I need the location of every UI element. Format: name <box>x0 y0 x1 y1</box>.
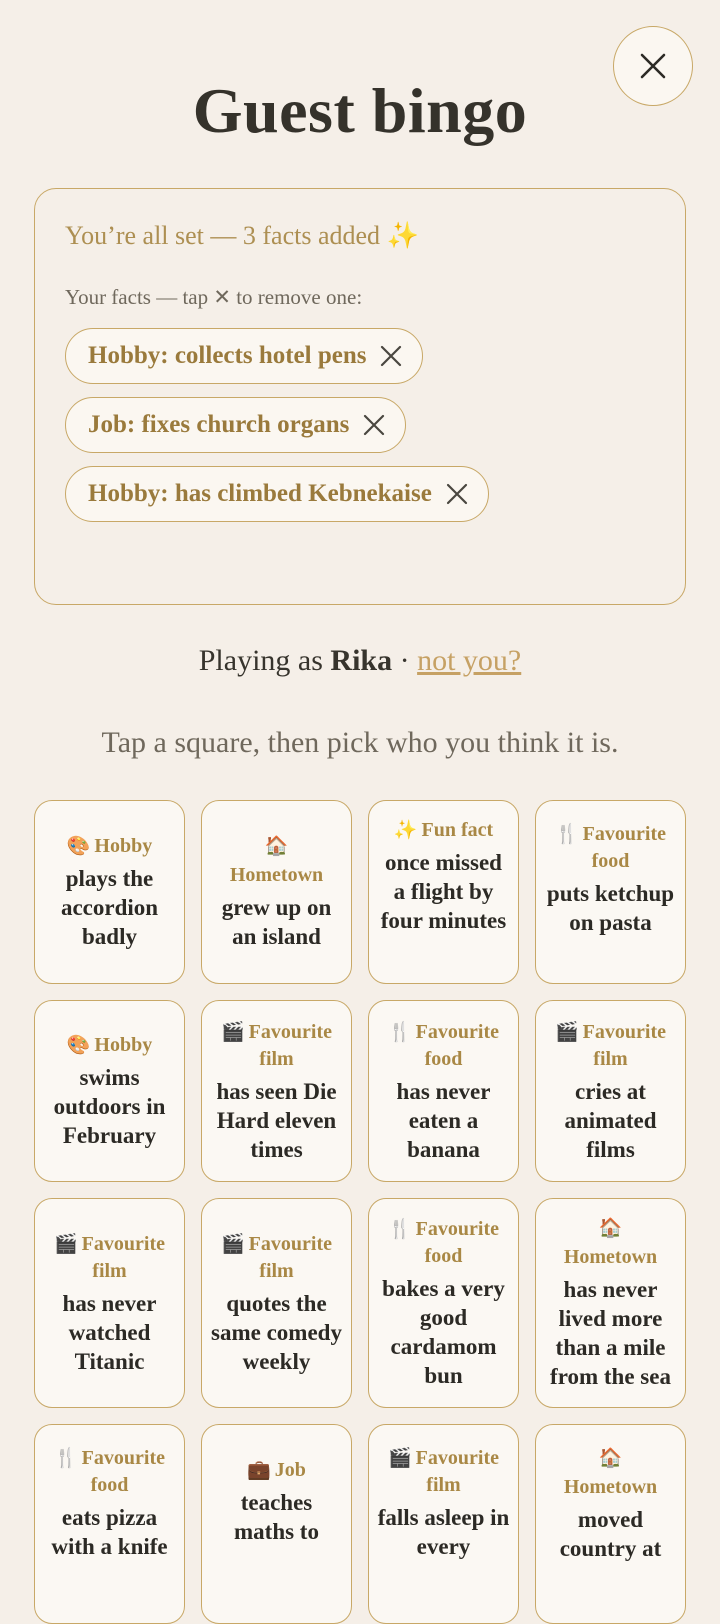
bingo-square[interactable] <box>34 1000 185 1182</box>
fact-text: grew up on an island <box>221 895 332 949</box>
category-label: Favourite food <box>415 1020 499 1070</box>
fact-text: swims outdoors in February <box>53 1065 166 1148</box>
facts-card <box>34 188 686 605</box>
bingo-square[interactable] <box>535 1424 686 1624</box>
separator: · <box>399 644 410 677</box>
fact-chip-label: Hobby: has climbed Kebnekaise <box>88 480 432 507</box>
bingo-square[interactable] <box>201 1198 352 1408</box>
house-icon: 🏠 <box>264 836 289 857</box>
house-icon: 🏠 <box>598 1218 623 1239</box>
fork-knife-icon: 🍴 <box>388 1219 412 1240</box>
bingo-square[interactable] <box>368 1000 519 1182</box>
category-label: Favourite film <box>582 1020 666 1070</box>
fact-chip[interactable] <box>65 397 406 453</box>
bingo-square[interactable] <box>368 1198 519 1408</box>
category-label: Fun fact <box>421 819 494 841</box>
bingo-square[interactable] <box>201 800 352 984</box>
bingo-square[interactable] <box>535 1000 686 1182</box>
playing-as-prefix: Playing as <box>198 644 323 677</box>
fact-text: has never watched Titanic <box>62 1290 157 1374</box>
fact-text: has seen Die Hard eleven times <box>216 1078 337 1162</box>
player-name: Rika <box>330 644 393 677</box>
category-label: Hobby <box>94 1034 153 1056</box>
not-you-link[interactable]: not you? <box>417 644 522 677</box>
page-title: Guest bingo <box>192 75 528 146</box>
category-label: Hometown <box>563 1246 658 1268</box>
bingo-square[interactable] <box>535 800 686 984</box>
clapperboard-icon: 🎬 <box>54 1233 78 1255</box>
house-icon: 🏠 <box>598 1448 623 1469</box>
fact-text: eats pizza with a knife <box>51 1505 168 1559</box>
category-label: Favourite food <box>81 1447 165 1496</box>
fact-text: quotes the same comedy weekly <box>211 1290 342 1374</box>
instruction: Tap a square, then pick who you think it is. <box>101 726 619 759</box>
fact-text: has never eaten a banana <box>396 1078 491 1162</box>
fact-chip[interactable] <box>65 466 489 522</box>
fork-knife-icon: 🍴 <box>555 824 579 845</box>
fact-text: bakes a very good cardamom bun <box>382 1276 505 1388</box>
sparkles-icon: ✨ <box>393 820 418 841</box>
category-label: Hometown <box>229 864 324 886</box>
fork-knife-icon: 🍴 <box>388 1021 412 1043</box>
category-label: Favourite film <box>248 1232 332 1282</box>
clapperboard-icon: 🎬 <box>221 1021 245 1043</box>
fact-chip-label: Hobby: collects hotel pens <box>88 342 367 369</box>
fact-text: has never lived more than a mile from the sea <box>550 1277 671 1389</box>
bingo-square[interactable] <box>535 1198 686 1408</box>
category-label: Job <box>274 1459 306 1481</box>
category-label: Favourite film <box>415 1447 499 1496</box>
category-label: Favourite film <box>248 1020 332 1070</box>
fact-text: falls asleep in every <box>377 1505 510 1559</box>
palette-icon: 🎨 <box>66 836 91 857</box>
clapperboard-icon: 🎬 <box>221 1233 245 1255</box>
bingo-grid <box>34 800 686 1624</box>
fact-text: moved country at <box>559 1507 662 1561</box>
palette-icon: 🎨 <box>66 1035 91 1056</box>
fact-text: once missed a flight by four minutes <box>380 850 507 933</box>
fact-chip[interactable] <box>65 328 423 384</box>
fact-chip-label: Job: fixes church organs <box>88 411 350 438</box>
category-label: Favourite film <box>81 1232 165 1282</box>
fact-text: puts ketchup on pasta <box>546 881 675 935</box>
bingo-square[interactable] <box>34 1198 185 1408</box>
category-label: Hobby <box>94 835 153 857</box>
category-label: Hometown <box>563 1476 658 1498</box>
fork-knife-icon: 🍴 <box>54 1448 78 1469</box>
facts-status: You’re all set — 3 facts added ✨ <box>65 221 419 250</box>
bingo-square[interactable] <box>34 800 185 984</box>
playing-as <box>0 644 720 678</box>
bingo-square[interactable] <box>368 1424 519 1624</box>
fact-text: plays the accordion badly <box>60 866 159 949</box>
fact-text: cries at animated films <box>564 1078 657 1162</box>
bingo-square[interactable] <box>201 1424 352 1624</box>
remove-icon[interactable] <box>363 414 385 436</box>
fact-text: teaches maths to <box>234 1490 319 1544</box>
category-label: Favourite food <box>582 823 666 872</box>
category-label: Favourite food <box>415 1218 499 1267</box>
bingo-square[interactable] <box>201 1000 352 1182</box>
remove-icon[interactable] <box>380 345 402 367</box>
facts-hint: Your facts — tap ✕ to remove one: <box>65 285 363 309</box>
clapperboard-icon: 🎬 <box>388 1448 412 1469</box>
bingo-square[interactable] <box>34 1424 185 1624</box>
clapperboard-icon: 🎬 <box>555 1021 579 1043</box>
remove-icon[interactable] <box>446 483 468 505</box>
bingo-square[interactable] <box>368 800 519 984</box>
briefcase-icon: 💼 <box>247 1460 271 1481</box>
